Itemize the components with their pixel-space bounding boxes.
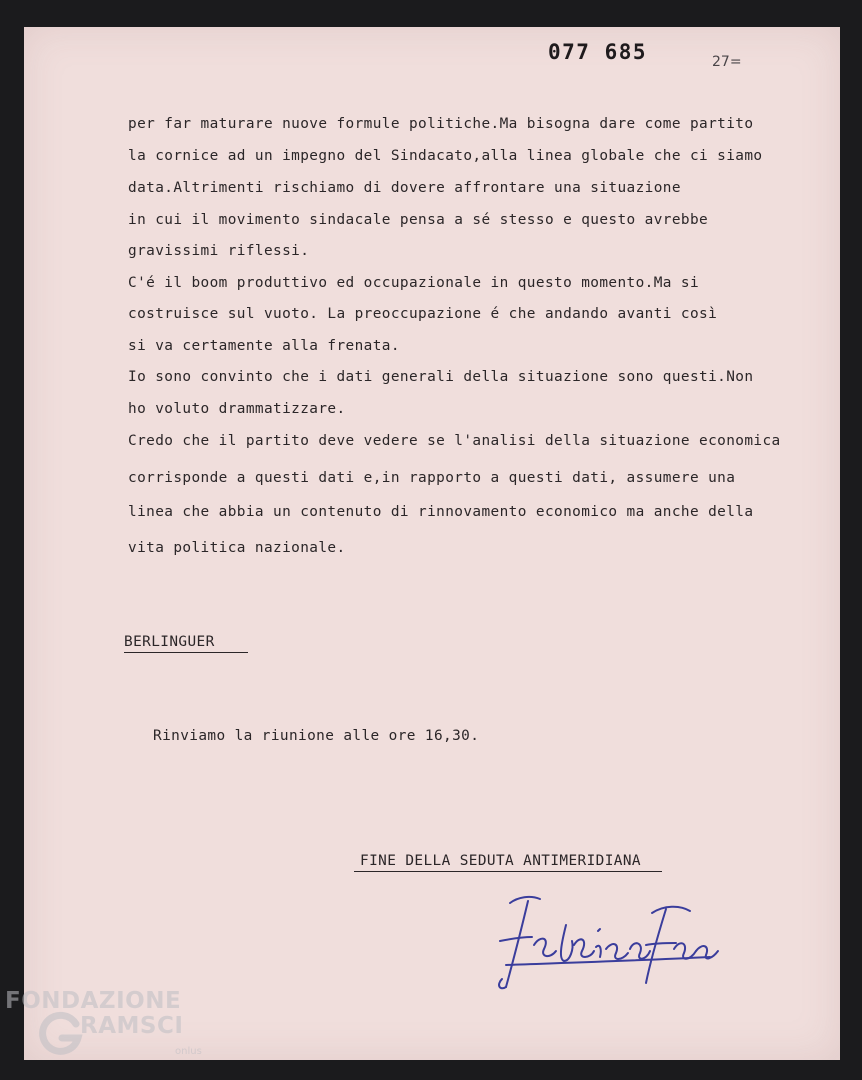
speaker-underline: [124, 652, 248, 653]
body-line-6: C'é il boom produttivo ed occupazionale in questo momento.Ma si: [128, 275, 700, 291]
body-line-2: la cornice ad un impegno del Sindacato,alla linea globale che ci siamo: [128, 148, 763, 164]
body-line-1: per far maturare nuove formule politiche.Ma bisogna dare come partito: [128, 116, 754, 132]
adjournment-line: Rinviamo la riunione alle ore 16,30.: [153, 728, 480, 744]
document-number: 077 685: [548, 40, 648, 64]
watermark-gramsci: RAMSCI: [80, 1013, 184, 1039]
speaker-name: BERLINGUER: [124, 634, 215, 650]
session-end-line: FINE DELLA SEDUTA ANTIMERIDIANA: [360, 853, 641, 869]
body-line-8: si va certamente alla frenata.: [128, 338, 400, 354]
watermark-onlus: onlus: [175, 1046, 202, 1057]
body-line-5: gravissimi riflessi.: [128, 243, 310, 259]
handwritten-signature: [470, 865, 730, 995]
body-line-12: corrisponde a questi dati e,in rapporto a questi dati, assumere una: [128, 470, 736, 486]
body-line-13: linea che abbia un contenuto di rinnovamento economico ma anche della: [128, 504, 754, 520]
body-line-4: in cui il movimento sindacale pensa a sé stesso e questo avrebbe: [128, 212, 709, 228]
body-line-10: ho voluto drammatizzare.: [128, 401, 346, 417]
watermark-fondazione: FONDAZIONE: [5, 988, 182, 1014]
gramsci-logo-g: [36, 1010, 84, 1058]
body-line-11: Credo che il partito deve vedere se l'analisi della situazione economica: [128, 433, 781, 449]
body-line-9: Io sono convinto che i dati generali della situazione sono questi.Non: [128, 369, 754, 385]
body-line-7: costruisce sul vuoto. La preoccupazione é che andando avanti così: [128, 306, 718, 322]
body-line-14: vita politica nazionale.: [128, 540, 346, 556]
page-number: 27=: [712, 54, 742, 70]
body-line-3: data.Altrimenti rischiamo di dovere affrontare una situazione: [128, 180, 681, 196]
